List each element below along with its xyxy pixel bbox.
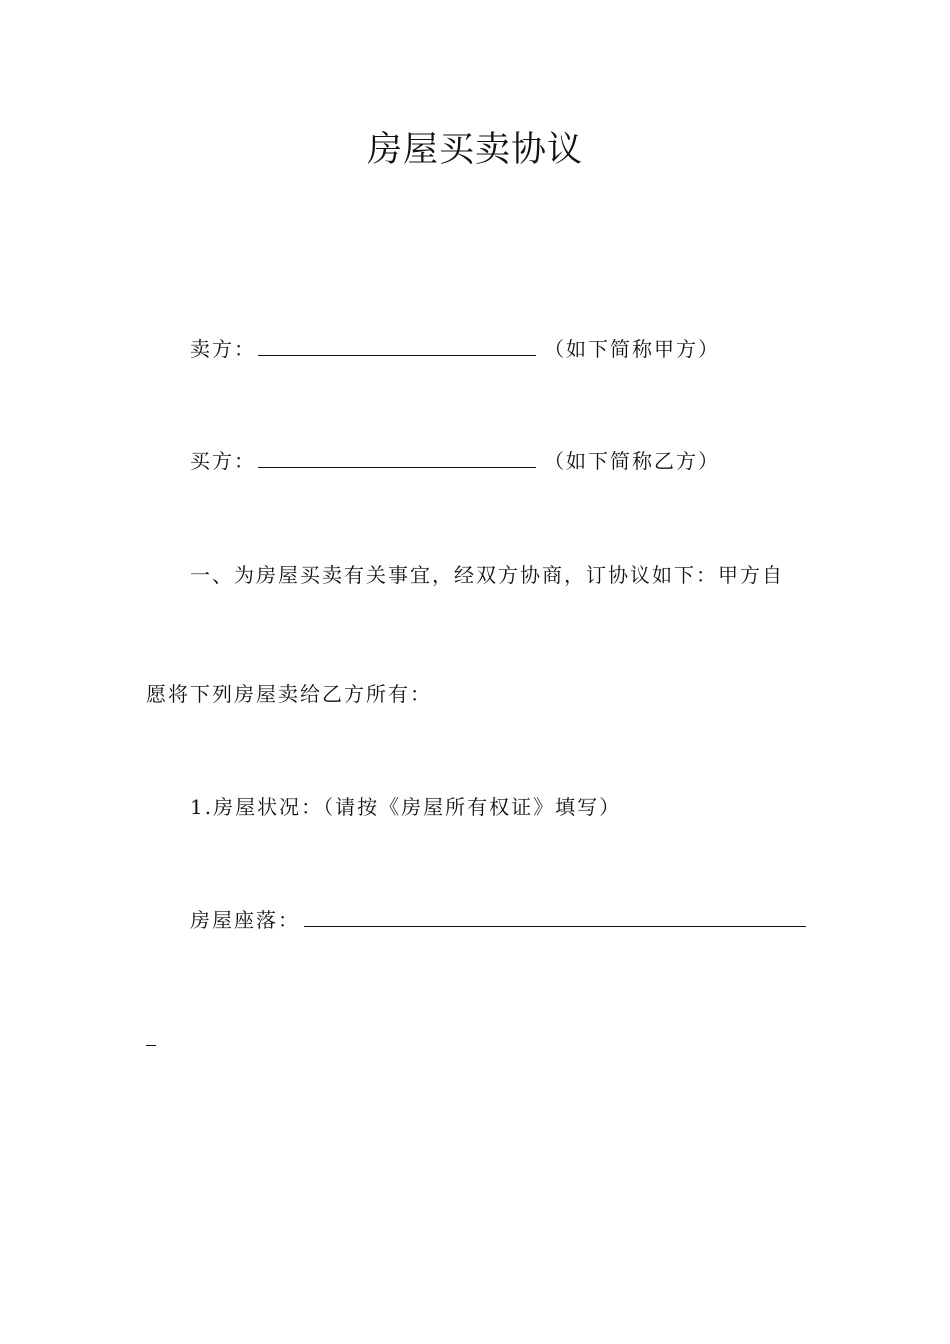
seller-note: （如下简称甲方） (544, 337, 720, 361)
clause-1-line-2: 愿将下列房屋卖给乙方所有： (146, 682, 432, 706)
buyer-blank-field (258, 447, 536, 468)
seller-blank-field (258, 335, 536, 356)
location-label: 房屋座落： (190, 908, 300, 932)
buyer-line (190, 446, 720, 476)
item-1-house-status: 1.房屋状况：（请按《房屋所有权证》填写） (190, 795, 622, 819)
location-blank-continuation (146, 1045, 156, 1046)
location-blank-field (304, 906, 806, 927)
clause-1-line-1: 一、为房屋买卖有关事宜，经双方协商，订协议如下：甲方自 (190, 563, 784, 587)
document-title: 房屋买卖协议 (366, 130, 583, 170)
buyer-note: （如下简称乙方） (544, 449, 720, 473)
seller-label: 卖方： (190, 337, 256, 361)
seller-line (190, 334, 720, 364)
buyer-label: 买方： (190, 449, 256, 473)
location-line (190, 905, 806, 935)
